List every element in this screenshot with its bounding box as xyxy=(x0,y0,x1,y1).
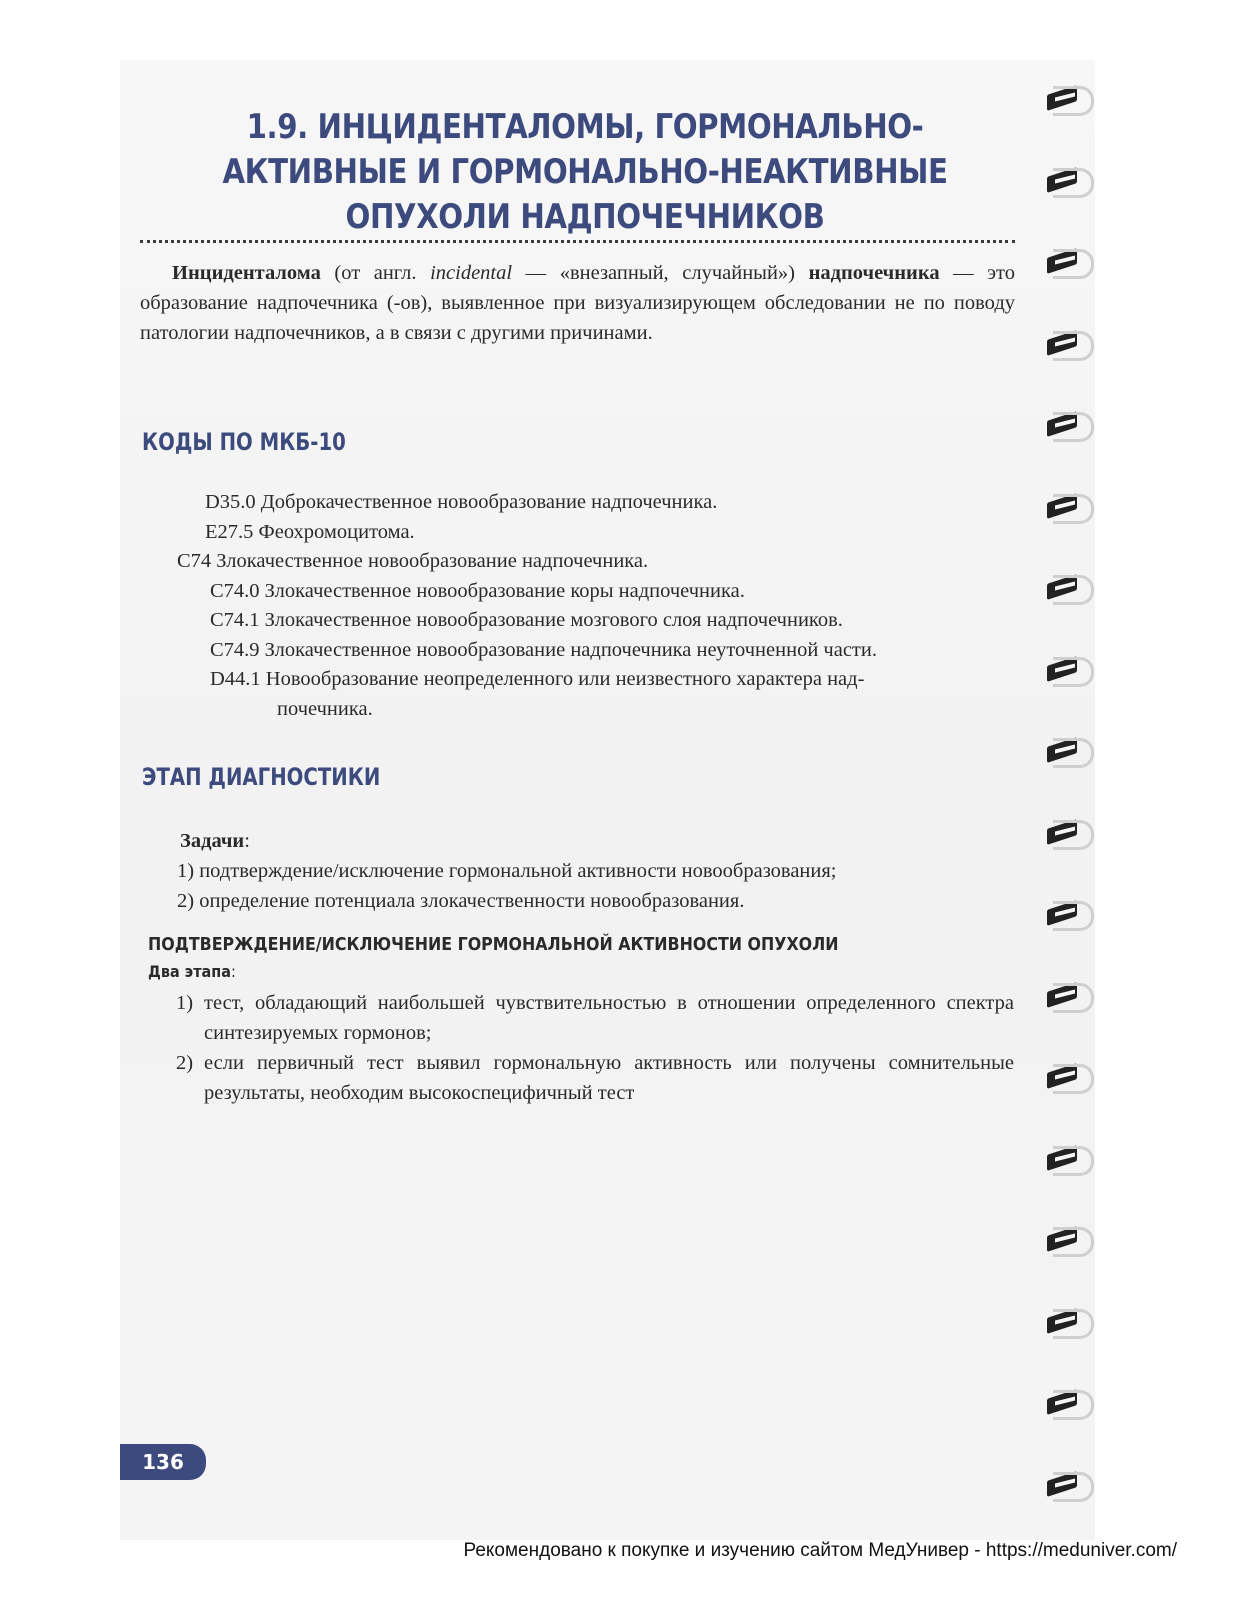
stage-number: 2) xyxy=(176,1052,194,1074)
tasks-label-row xyxy=(140,826,1020,856)
icd-code-item: C74.9 Злокачественное новообразование надпочечника неуточненной части. xyxy=(210,638,877,661)
task-item: 1) подтверждение/исключение гормональной активности новообразования; xyxy=(177,860,837,882)
intro-paragraph xyxy=(140,258,1015,348)
icd-code-item: E27.5 Феохромоцитома. xyxy=(205,520,415,543)
intro-rest: — это образование надпочечника (-ов), выявленное при визуализирующем обследовании не по поводу патологии надпочечников, а в связи с другими причинами. xyxy=(140,262,1015,344)
stage-text: если первичный тест выявил гормональную активность или получены сомнительные результаты, необходим высокоспецифичный тест xyxy=(204,1052,1014,1104)
spiral-ring xyxy=(1047,408,1089,442)
spiral-ring xyxy=(1047,245,1089,279)
spiral-ring xyxy=(1047,1223,1089,1257)
spiral-ring xyxy=(1047,1305,1089,1339)
dotted-divider xyxy=(140,240,1015,243)
spiral-ring xyxy=(1047,1142,1089,1176)
spiral-ring xyxy=(1047,979,1089,1013)
sub-heading: ПОДТВЕРЖДЕНИЕ/ИСКЛЮЧЕНИЕ ГОРМОНАЛЬНОЙ АКТИВНОСТИ ОПУХОЛИ xyxy=(148,934,839,955)
stages-label: Два этапа xyxy=(148,962,231,981)
diagnostics-heading: ЭТАП ДИАГНОСТИКИ xyxy=(142,763,381,791)
icd-code-item: почечника. xyxy=(277,697,373,720)
tasks-label: Задачи xyxy=(180,830,245,852)
icd-code-item: C74.0 Злокачественное новообразование коры надпочечника. xyxy=(210,579,745,602)
intro-term2: надпочечника xyxy=(808,262,940,284)
icd-code-item: C74 Злокачественное новообразование надпочечника. xyxy=(177,550,649,572)
spiral-ring xyxy=(1047,1386,1089,1420)
intro-part2: — «внезапный, случайный») xyxy=(512,262,809,284)
intro-term: Инциденталома xyxy=(172,262,321,284)
spiral-ring xyxy=(1047,1468,1089,1502)
stage-text: тест, обладающий наибольшей чувствительностью в отношении определенного спектра синтезируемых гормонов; xyxy=(204,992,1014,1044)
task-item: 2) определение потенциала злокачественности новообразования. xyxy=(177,890,745,912)
stage-item xyxy=(176,988,1014,1048)
stages-label-row xyxy=(148,962,236,981)
spiral-ring xyxy=(1047,734,1089,768)
icd-code-item: D35.0 Доброкачественное новообразование надпочечника. xyxy=(205,491,718,513)
intro-italic: incidental xyxy=(430,262,513,284)
spiral-ring xyxy=(1047,571,1089,605)
icd-heading: КОДЫ ПО МКБ-10 xyxy=(142,428,346,456)
spiral-ring xyxy=(1047,82,1089,116)
spiral-ring xyxy=(1047,490,1089,524)
tasks-block xyxy=(140,826,1020,916)
footer-note: Рекомендовано к покупке и изучению сайтом МедУнивер - https://meduniver.com/ xyxy=(463,1540,1177,1561)
icd-code-list xyxy=(140,488,1020,724)
section-title: 1.9. ИНЦИДЕНТАЛОМЫ, ГОРМОНАЛЬНО-АКТИВНЫЕ И ГОРМОНАЛЬНО-НЕАКТИВНЫЕ ОПУХОЛИ НАДПОЧЕЧНИКОВ xyxy=(222,107,948,237)
tasks-colon: : xyxy=(244,830,250,852)
intro-part1: (от англ. xyxy=(320,262,431,284)
spiral-ring xyxy=(1047,164,1089,198)
spiral-ring xyxy=(1047,816,1089,850)
spiral-ring xyxy=(1047,1060,1089,1094)
spiral-ring xyxy=(1047,327,1089,361)
stages-list xyxy=(176,988,1014,1108)
spiral-binding xyxy=(1035,60,1105,1540)
spiral-ring xyxy=(1047,897,1089,931)
page-number: 136 xyxy=(120,1444,206,1480)
stage-number: 1) xyxy=(176,992,194,1014)
spiral-ring xyxy=(1047,653,1089,687)
stages-colon: : xyxy=(230,962,236,981)
icd-code-item: D44.1 Новообразование неопределенного или неизвестного характера над- xyxy=(210,668,865,690)
icd-code-item: C74.1 Злокачественное новообразование мозгового слоя надпочечников. xyxy=(210,609,843,631)
stage-item xyxy=(176,1048,1014,1108)
